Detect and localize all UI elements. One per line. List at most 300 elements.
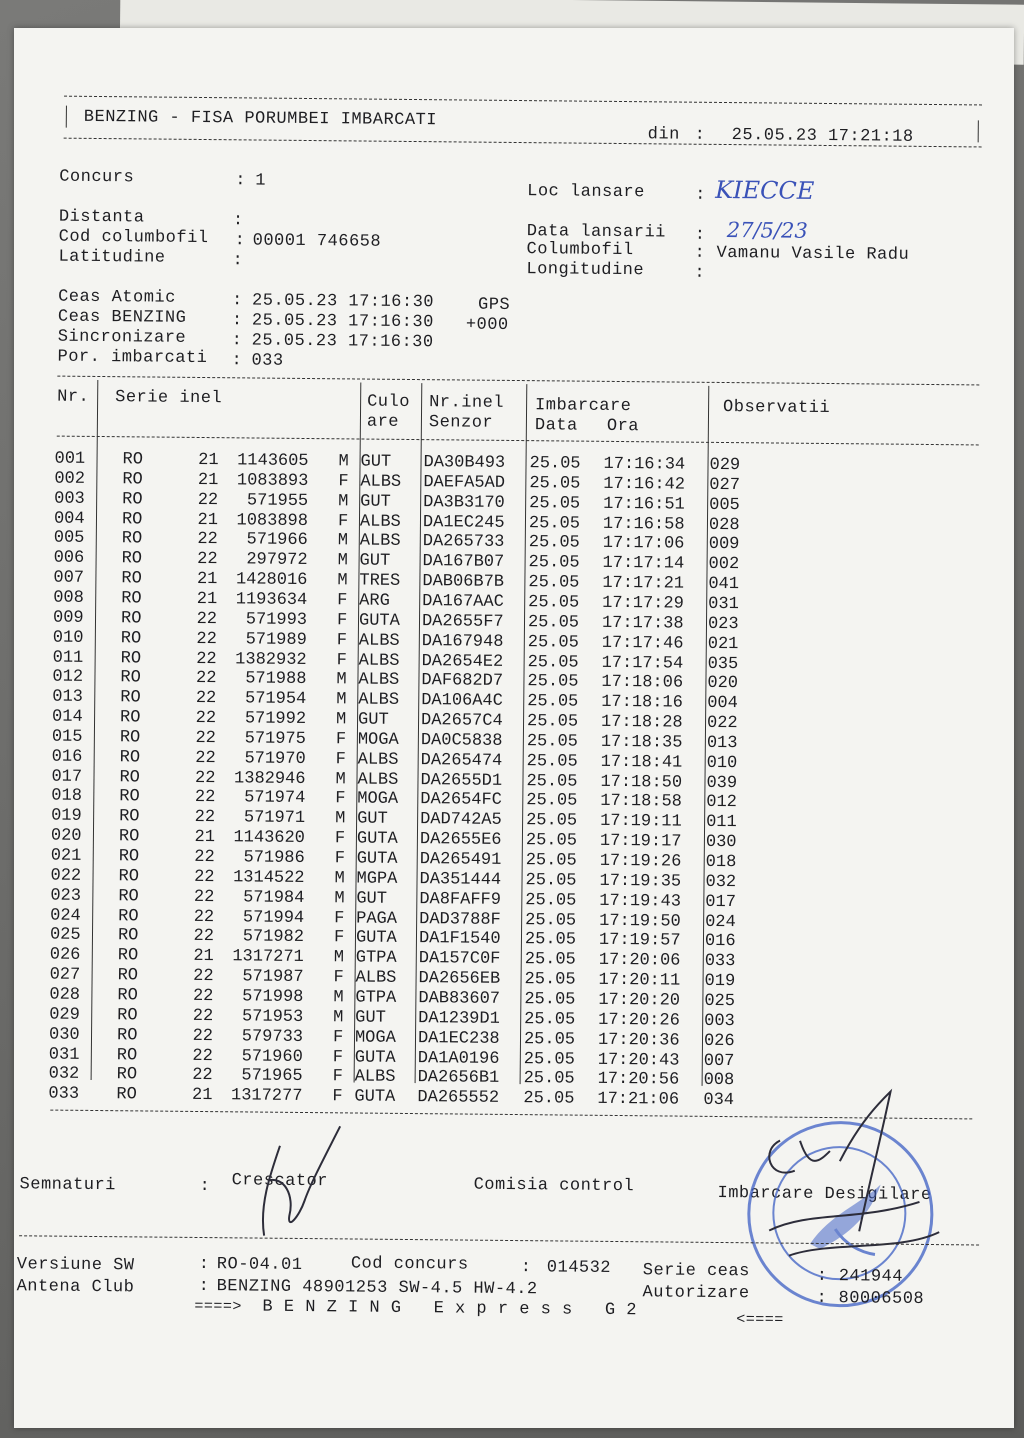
cell-dat: 25.05 <box>524 990 576 1010</box>
cell-cc: RO <box>120 648 142 668</box>
cell-dat: 25.05 <box>523 1089 575 1109</box>
cell-nr: 014 <box>51 707 83 727</box>
autorizare-value: 80006508 <box>838 1289 925 1309</box>
th-observatii: Observatii <box>722 397 831 419</box>
cell-snz: DA1239D1 <box>418 1008 500 1029</box>
cell-col: ALBS <box>358 670 400 691</box>
cell-snz: DA2655D1 <box>420 770 503 791</box>
document-content: BENZING - FISA PORUMBEI IMBARCATI din : 25.05.23 17:21:18 Concurs : 1 Loc lansare : KIECCE Distanta : Data lansarii : 27/5/23 Cod columbofil : 00001 746658 Columbofil : Vamanu Vasile Radu Latitudine : Longitudine : Ceas Atomic : 25.05.23 17:16:30 GPS Ceas BENZING : 25.05.23 17:16:30 +000 Sincronizare : 25.05.23 17:16:30 Por. imbarcati : 033 Nr. Serie inel Culo are Nr.inel Senzor Imbarcare Data Ora Observatii 001 RO 21 1143605 M GUT DA30B493 25.05 17:16:34 029 002 RO 21 1083893 F ALBS DAEFA5AD 25.05 17:16:42 027 003 RO 22 571955 M GUT DA3B3170 25.05 17:16:51 005 004 RO 21 1083898 F ALBS DA1EC245 25.05 17:16:58 028 005 RO 22 571966 M ALBS DA265733 25.05 17:17:06 009 006 RO 22 297972 M GUT DA167B07 25.05 17:17:14 002 007 RO 21 1428016 M TRES DAB06B7B 25.05 17:17:21 041 008 RO 21 1193634 F ARG DA167AAC 25.05 17:17:29 031 009 RO 22 571993 F GUTA DA2655F7 25.05 17:17:38 023 010 RO 22 571989 F ALBS DA167948 25.05 17:17:46 021 011 RO 22 1382932 F ALBS DA2654E2 25.05 17:17:54 035 012 RO 22 571988 M ALBS DAF682D7 25.05 17:18:06 020 013 RO 22 571954 M ALBS DA106A4C 25.05 17:18:16 004 014 RO 22 571992 M GUT DA2657C4 25.05 17:18:28 022 015 RO 22 571975 F MOGA DA0C5838 25.05 17:18:35 013 016 RO 22 571970 F ALBS DA265474 25.05 17:18:41 010 017 RO 22 1382946 M ALBS DA2655D1 25.05 17:18:50 039 018 RO 22 571974 F MOGA DA2654FC 25.05 17:18:58 012 019 RO 22 571971 M GUT DAD742A5 25.05 17:19:11 011 020 RO 21 1143620 F GUTA DA2655E6 25.05 17:19:17 030 021 RO 22 571986 F GUTA DA265491 25.05 17:19:26 018 022 RO 22 1314522 M MGPA DA351444 25.05 17:19:35 032 023 RO 22 571984 M GUT DA8FAFF9 25.05 17:19:43 017 024 RO 22 571994 F PAGA DAD3788F 25.05 17:19:50 024 025 RO 22 571982 F GUTA DA1F1540 25.05 17:19:57 016 026 RO 21 1317271 M GTPA DA157C0F 25.05 17:20:06 033 027 RO 22 571987 F ALBS DA2656EB 25.05 17:20:11 019 028 RO 22 571998 M GTPA DAB83607 25.05 17:20:20 025 029 RO 22 571953 M GUT DA1239D1 25.05 17:20:26 003 030 RO 22 579733 F MOGA DA1EC238 25.05 17:20:36 026 031 RO 22 571960 F GUTA DA1A0196 25.05 17:20:43 007 032 RO 22 571965 F ALBS DA2656B1 25.05 17:20:56 008 033 RO 21 1317277 F GUTA DA265552 25.05 17:21:06 034 Semnaturi : Crescator Comisia control Imbarcare Desigilare Versiune SW : RO-04.01 Cod concurs : 014532 Serie ceas : 241944 Antena Club : BENZING 48901253 SW-4.5 HW-4.2 Autorizare : 80006508 ====> B E N Z I N G E x p r e s s G 2 <==== <box>7 23 1020 1433</box>
cell-obs: 004 <box>707 694 738 714</box>
header-date-label: din <box>647 125 680 145</box>
cell-ora: 17:17:46 <box>601 633 684 654</box>
cell-col: GUTA <box>356 829 398 850</box>
cell-ora: 17:18:16 <box>601 693 683 713</box>
cell-ora: 17:20:36 <box>597 1030 680 1051</box>
cell-snz: DAF682D7 <box>421 671 504 692</box>
ceas-atomic-suffix: GPS <box>477 295 511 315</box>
loc-lansare-label: Loc lansare <box>527 182 645 203</box>
cell-yr: 21 <box>194 828 216 848</box>
cell-yr: 22 <box>195 768 216 788</box>
cell-yr: 22 <box>194 847 215 868</box>
cell-sex: M <box>338 452 349 472</box>
ceas-atomic-label: Ceas Atomic <box>58 287 176 308</box>
cell-snz: DAB06B7B <box>422 572 505 592</box>
cell-cc: RO <box>122 489 143 510</box>
cell-ora: 17:17:06 <box>602 534 685 555</box>
cell-dat: 25.05 <box>526 791 578 812</box>
cell-dat: 25.05 <box>528 573 580 593</box>
cell-ora: 17:16:51 <box>603 494 685 515</box>
cell-sex: F <box>336 650 347 670</box>
cell-col: ARG <box>359 591 390 611</box>
antena-club-value: BENZING 48901253 SW-4.5 HW-4.2 <box>216 1277 538 1300</box>
ceas-benzing-value: 25.05.23 17:16:30 <box>251 311 434 333</box>
cell-nr: 002 <box>54 469 86 489</box>
cell-col: GUTA <box>356 849 398 869</box>
table-header-rule <box>57 436 979 446</box>
loc-lansare-handwritten: KIECCE <box>715 175 815 205</box>
cell-col: MOGA <box>357 789 399 810</box>
cell-obs: 028 <box>708 515 740 535</box>
cell-num: 571982 <box>242 927 305 948</box>
cell-sex: M <box>338 491 349 512</box>
cell-nr: 033 <box>48 1084 80 1105</box>
cell-yr: 22 <box>193 927 215 947</box>
cell-cc: RO <box>119 807 140 827</box>
ceas-benzing-label: Ceas BENZING <box>57 307 187 328</box>
cell-cc: RO <box>116 1045 138 1065</box>
express-left-arrow: ====> <box>194 1297 243 1316</box>
serie-ceas-value: 241944 <box>838 1267 904 1287</box>
cell-num: 571960 <box>241 1046 303 1067</box>
cell-obs: 030 <box>705 832 737 853</box>
cell-cc: RO <box>119 787 140 807</box>
cell-yr: 21 <box>198 450 219 471</box>
cell-snz: DA0C5838 <box>420 730 503 751</box>
th-imbarcare-ora: Ora <box>606 416 640 437</box>
cell-obs: 019 <box>704 971 736 992</box>
cell-yr: 21 <box>193 947 214 967</box>
data-lansarii-handwritten: 27/5/23 <box>726 218 808 243</box>
cell-col: GUT <box>360 452 392 472</box>
th-nr-inel-2: Senzor <box>428 413 494 433</box>
cell-dat: 25.05 <box>526 751 578 772</box>
cell-sex: M <box>336 690 347 710</box>
cell-obs: 039 <box>706 773 738 793</box>
cell-num: 297972 <box>246 550 308 571</box>
cell-obs: 016 <box>704 932 736 952</box>
cell-nr: 013 <box>52 687 83 708</box>
cell-ora: 17:16:34 <box>603 454 686 475</box>
cell-nr: 007 <box>53 568 85 588</box>
cod-concurs-value: 014532 <box>546 1258 612 1278</box>
cell-sex: F <box>333 928 345 948</box>
cell-num: 571971 <box>243 808 306 829</box>
cell-obs: 035 <box>707 654 739 674</box>
cell-nr: 010 <box>52 628 84 648</box>
columbofil-value: Vamanu Vasile Radu <box>716 243 910 265</box>
cell-snz: DA1A0196 <box>417 1048 500 1069</box>
cell-obs: 013 <box>706 733 738 754</box>
cell-yr: 22 <box>193 887 215 907</box>
cell-cc: RO <box>120 628 142 649</box>
cell-yr: 22 <box>192 1046 213 1066</box>
cell-snz: DA265491 <box>419 850 502 870</box>
commission-signature <box>749 1080 961 1282</box>
cell-cc: RO <box>121 589 142 609</box>
cell-nr: 029 <box>49 1005 80 1025</box>
cell-cc: RO <box>117 1006 138 1026</box>
cell-num: 571954 <box>244 689 307 710</box>
cell-nr: 028 <box>49 985 81 1005</box>
cell-ora: 17:17:21 <box>602 573 685 594</box>
cell-snz: DA1EC245 <box>422 512 505 533</box>
th-serie-inel: Serie inel <box>115 388 223 409</box>
cell-cc: RO <box>119 708 141 728</box>
cell-cc: RO <box>121 569 142 589</box>
cell-ora: 17:20:56 <box>597 1070 680 1090</box>
cell-snz: DAD742A5 <box>420 810 502 831</box>
cell-ora: 17:19:43 <box>599 891 682 912</box>
cell-col: ALBS <box>358 631 400 651</box>
cell-yr: 21 <box>196 589 218 610</box>
cell-col: PAGA <box>356 909 398 929</box>
cell-obs: 034 <box>703 1091 735 1111</box>
cell-cc: RO <box>117 926 139 946</box>
cell-yr: 22 <box>194 867 215 887</box>
cell-cc: RO <box>118 847 140 867</box>
cell-cc: RO <box>121 529 143 549</box>
benzing-express-banner: B E N Z I N G E x p r e s s G 2 <box>262 1297 638 1321</box>
concurs-label: Concurs <box>59 167 135 188</box>
cell-dat: 25.05 <box>524 970 576 990</box>
cell-yr: 21 <box>197 510 219 530</box>
cell-col: GUTA <box>355 928 397 949</box>
cell-ora: 17:19:17 <box>599 831 682 852</box>
cell-num: 1317271 <box>232 947 304 968</box>
th-culoare-2: are <box>366 412 400 432</box>
cod-columbofil-label: Cod columbofil <box>58 227 209 249</box>
cell-num: 571974 <box>244 788 306 809</box>
cell-dat: 25.05 <box>529 473 581 494</box>
cell-cc: RO <box>120 688 141 708</box>
cell-num: 1083898 <box>236 510 309 531</box>
cell-nr: 030 <box>48 1025 80 1045</box>
th-nr: Nr. <box>57 387 90 407</box>
cell-obs: 027 <box>709 475 741 496</box>
cell-ora: 17:21:06 <box>597 1090 680 1110</box>
cell-yr: 21 <box>196 570 218 590</box>
cell-ora: 17:18:28 <box>600 712 683 733</box>
cell-num: 571987 <box>242 967 304 988</box>
cell-nr: 017 <box>51 767 83 787</box>
cell-yr: 21 <box>197 470 219 490</box>
cell-col: GUT <box>359 551 391 572</box>
cell-col: TRES <box>359 571 401 591</box>
cell-snz: DAB83607 <box>418 989 501 1009</box>
versiune-sw-label: Versiune SW <box>16 1255 135 1276</box>
cell-obs: 005 <box>709 495 740 515</box>
cell-snz: DAD3788F <box>419 909 501 930</box>
cell-ora: 17:19:11 <box>600 812 682 832</box>
cell-yr: 22 <box>192 1026 214 1046</box>
cell-ora: 17:18:06 <box>601 673 684 693</box>
document-title: BENZING - FISA PORUMBEI IMBARCATI <box>83 107 438 131</box>
cell-sex: F <box>334 849 346 869</box>
cell-snz: DA2654E2 <box>421 651 504 672</box>
cell-dat: 25.05 <box>525 870 577 891</box>
cell-sex: F <box>337 511 349 531</box>
cod-columbofil-value: 00001 746658 <box>252 231 382 252</box>
cell-cc: RO <box>122 470 143 490</box>
cell-sex: M <box>334 869 345 889</box>
cell-cc: RO <box>119 767 141 788</box>
cell-obs: 003 <box>704 1011 735 1031</box>
cell-obs: 021 <box>707 634 739 654</box>
cell-dat: 25.05 <box>524 930 577 950</box>
cell-col: ALBS <box>358 690 400 711</box>
cell-dat: 25.05 <box>525 831 578 851</box>
cell-num: 571953 <box>241 1007 304 1027</box>
cell-num: 571994 <box>242 907 305 928</box>
cell-num: 571992 <box>244 709 307 730</box>
cell-cc: RO <box>121 549 143 569</box>
antena-club-label: Antena Club <box>16 1277 135 1298</box>
cell-num: 571970 <box>244 749 306 769</box>
cell-ora: 17:20:43 <box>597 1050 680 1071</box>
cell-snz: DA2655F7 <box>421 611 504 632</box>
cell-nr: 003 <box>54 489 85 509</box>
cell-cc: RO <box>118 886 139 907</box>
cell-num: 571986 <box>243 848 305 868</box>
cell-col: ALBS <box>359 512 401 532</box>
cell-sex: F <box>332 1027 344 1048</box>
table-top-rule <box>57 376 979 386</box>
cell-nr: 008 <box>53 588 84 608</box>
cell-sex: M <box>333 988 344 1008</box>
cell-num: 571965 <box>241 1066 303 1087</box>
cell-col: GTPA <box>355 948 397 969</box>
cell-snz: DA351444 <box>419 869 502 890</box>
cell-nr: 024 <box>50 906 81 926</box>
cell-dat: 25.05 <box>527 612 580 633</box>
imbarcare-desigilare-label: Imbarcare Desigilare <box>717 1183 932 1206</box>
cell-dat: 25.05 <box>527 692 579 712</box>
cell-dat: 25.05 <box>523 1049 575 1070</box>
cell-ora: 17:19:35 <box>599 871 682 892</box>
cell-nr: 026 <box>49 945 81 966</box>
columbofil-label: Columbofil <box>526 240 634 261</box>
cell-ora: 17:20:06 <box>598 951 681 971</box>
serie-ceas-label: Serie ceas <box>642 1261 750 1282</box>
ceas-atomic-value: 25.05.23 17:16:30 <box>251 291 435 313</box>
cell-num: 571993 <box>245 610 308 630</box>
cell-yr: 22 <box>193 907 215 927</box>
cell-nr: 001 <box>54 449 86 469</box>
por-imbarcati-label: Por. imbarcati <box>57 347 208 369</box>
cell-yr: 22 <box>195 728 216 749</box>
cell-yr: 22 <box>192 986 214 1007</box>
cell-sex: M <box>335 769 346 789</box>
cell-col: GUTA <box>354 1087 396 1108</box>
cell-num: 571998 <box>242 987 304 1007</box>
cell-num: 571988 <box>245 669 307 690</box>
cell-snz: DA167AAC <box>422 592 504 612</box>
cell-col: MOGA <box>357 730 399 750</box>
cell-ora: 17:17:29 <box>602 593 684 614</box>
cell-num: 1083893 <box>236 471 309 491</box>
cell-yr: 22 <box>195 748 216 768</box>
longitudine-label: Longitudine <box>526 260 645 281</box>
cell-dat: 25.05 <box>527 672 579 692</box>
por-imbarcati-value: 033 <box>251 351 284 371</box>
autorizare-label: Autorizare <box>642 1283 750 1304</box>
cell-obs: 041 <box>708 574 740 595</box>
cell-yr: 21 <box>191 1086 213 1106</box>
cell-yr: 22 <box>197 530 218 550</box>
cell-sex: M <box>337 571 348 591</box>
distanta-label: Distanta <box>58 207 145 228</box>
cell-sex: F <box>335 730 347 750</box>
crescator-label: Crescator <box>231 1171 329 1192</box>
cell-cc: RO <box>119 747 141 768</box>
cell-sex: F <box>332 1047 344 1067</box>
cell-sex: F <box>332 1087 343 1107</box>
th-imbarcare: Imbarcare <box>535 396 632 417</box>
cell-snz: DA1F1540 <box>418 929 501 950</box>
sincronizare-value: 25.05.23 17:16:30 <box>251 331 434 353</box>
cell-dat: 25.05 <box>528 513 581 534</box>
cell-obs: 012 <box>706 793 737 813</box>
cell-ora: 17:18:35 <box>600 732 683 753</box>
cell-snz: DA265474 <box>420 750 503 771</box>
cell-num: 1143605 <box>237 451 309 472</box>
cell-sex: F <box>336 630 348 651</box>
cell-nr: 031 <box>48 1045 80 1065</box>
cell-cc: RO <box>117 966 139 986</box>
cell-cc: RO <box>119 728 141 748</box>
cell-sex: M <box>335 710 347 730</box>
cell-yr: 22 <box>196 609 218 629</box>
cell-dat: 25.05 <box>526 771 578 792</box>
cell-col: GUT <box>356 889 388 909</box>
cell-cc: RO <box>118 906 139 926</box>
cell-dat: 25.05 <box>524 1009 576 1030</box>
cell-obs: 007 <box>703 1051 735 1071</box>
cell-nr: 018 <box>51 786 83 807</box>
cell-sex: F <box>332 1067 343 1087</box>
cell-num: 1428016 <box>235 570 308 591</box>
cell-col: ALBS <box>360 472 402 492</box>
cell-yr: 22 <box>196 649 217 669</box>
cell-yr: 22 <box>192 1006 214 1026</box>
cell-cc: RO <box>120 668 141 688</box>
cell-cc: RO <box>116 1025 138 1046</box>
cell-ora: 17:17:38 <box>601 613 684 634</box>
cell-sex: F <box>336 611 348 631</box>
cell-yr: 22 <box>193 967 214 987</box>
cell-sex: M <box>336 670 347 690</box>
ceas-benzing-suffix: +000 <box>465 315 509 335</box>
cell-col: ALBS <box>354 1067 396 1088</box>
data-lansarii-label: Data lansarii <box>526 222 666 243</box>
cell-sex: M <box>337 551 348 571</box>
cell-snz: DA2655E6 <box>419 830 502 851</box>
cell-dat: 25.05 <box>525 910 577 931</box>
cell-snz: DA1EC238 <box>417 1028 500 1049</box>
concurs-value: 1 <box>255 171 267 191</box>
cell-ora: 17:18:58 <box>600 792 683 813</box>
cell-obs: 024 <box>705 912 736 932</box>
cell-obs: 010 <box>706 753 738 773</box>
cell-dat: 25.05 <box>525 851 577 871</box>
cell-nr: 025 <box>49 925 81 946</box>
cell-snz: DAEFA5AD <box>423 472 506 493</box>
cell-yr: 22 <box>192 1066 213 1086</box>
cell-cc: RO <box>120 609 142 629</box>
cell-nr: 006 <box>53 548 85 569</box>
cell-snz: DA157C0F <box>418 949 501 970</box>
th-culoare-1: Culo <box>367 392 411 412</box>
cell-obs: 025 <box>704 991 736 1012</box>
cell-dat: 25.05 <box>526 732 578 752</box>
cell-col: ALBS <box>359 531 401 552</box>
header-left-border <box>66 106 67 128</box>
cell-dat: 25.05 <box>527 652 579 673</box>
cell-nr: 021 <box>50 846 82 866</box>
cell-col: ALBS <box>358 651 400 671</box>
cell-snz: DA167B07 <box>422 552 505 573</box>
cell-snz: DA2656B1 <box>417 1068 500 1089</box>
cell-nr: 004 <box>53 509 85 529</box>
cell-ora: 17:17:54 <box>601 653 684 674</box>
cell-cc: RO <box>117 946 139 966</box>
cell-sex: F <box>338 472 349 492</box>
document-sheet <box>14 28 1014 1428</box>
cell-col: GUTA <box>354 1047 396 1068</box>
cell-cc: RO <box>122 450 144 470</box>
cell-obs: 031 <box>708 594 739 615</box>
cell-sex: M <box>335 809 346 829</box>
cell-dat: 25.05 <box>528 593 580 613</box>
cell-ora: 17:16:58 <box>602 514 685 535</box>
cell-dat: 25.05 <box>523 1029 576 1050</box>
cell-dat: 25.05 <box>529 493 581 514</box>
cell-col: GUTA <box>358 611 400 631</box>
cell-nr: 023 <box>50 886 82 906</box>
cell-cc: RO <box>121 509 143 529</box>
cell-col: GUT <box>360 492 391 512</box>
sincronizare-label: Sincronizare <box>57 327 187 348</box>
cell-dat: 25.05 <box>526 811 578 831</box>
cell-dat: 25.05 <box>528 553 580 573</box>
cell-snz: DA265552 <box>417 1088 500 1109</box>
cell-snz: DA3B3170 <box>423 492 505 513</box>
cell-ora: 17:19:50 <box>599 911 681 932</box>
cell-nr: 015 <box>51 727 83 747</box>
cell-num: 571989 <box>245 630 307 650</box>
cell-snz: DA2657C4 <box>420 711 503 731</box>
th-imbarcare-data: Data <box>534 416 578 436</box>
cell-yr: 22 <box>195 708 217 729</box>
cell-ora: 17:19:26 <box>599 851 682 872</box>
cell-obs: 011 <box>706 813 737 833</box>
cell-cc: RO <box>117 986 138 1006</box>
th-nr-inel-1: Nr.inel <box>429 393 505 413</box>
header-date-value: 25.05.23 17:21:18 <box>731 126 914 147</box>
cell-col: MOGA <box>354 1028 396 1048</box>
cell-obs: 032 <box>705 872 737 892</box>
